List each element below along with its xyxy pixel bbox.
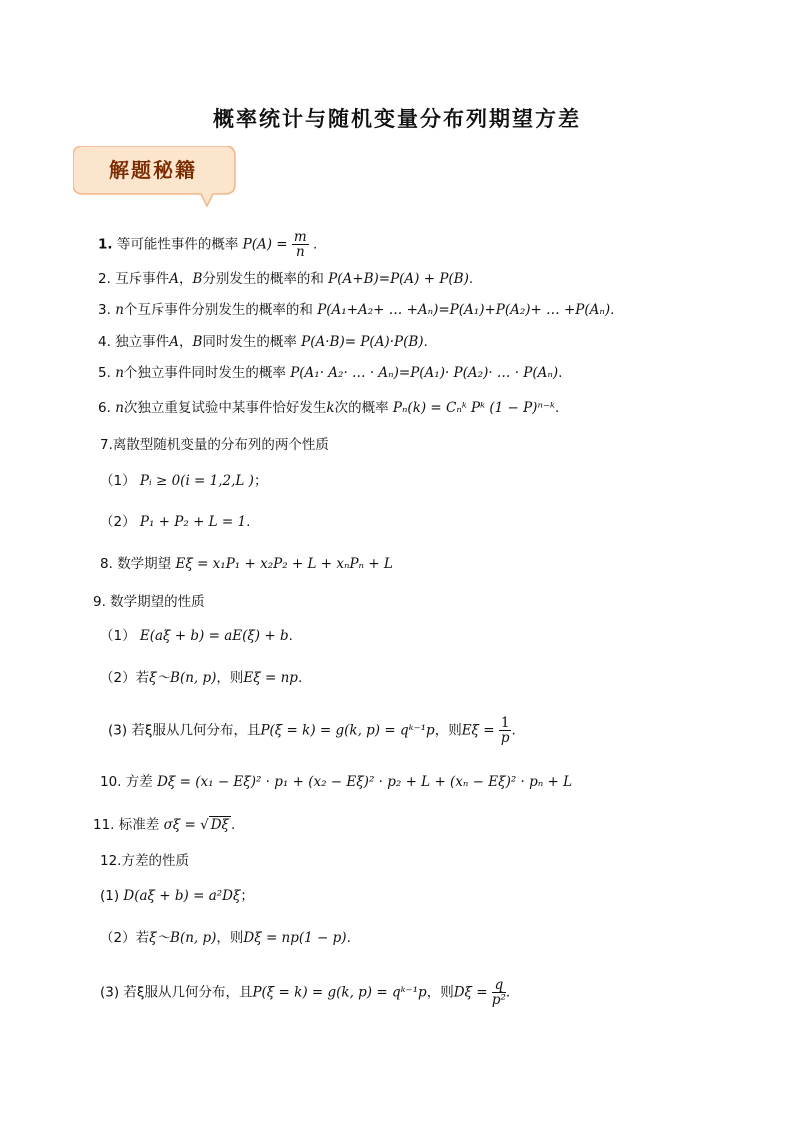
item-12-heading: 12.方差的性质 xyxy=(100,853,189,869)
item-6: 6. n次独立重复试验中某事件恰好发生k次的概率 Pₙ(k) = Cₙᵏ Pᵏ (1 − P)ⁿ⁻ᵏ. xyxy=(98,400,560,416)
item-12-property-3: (3) 若ξ服从几何分布，且P(ξ = k) = g(k, p) = qᵏ⁻¹p，则Dξ = $\frac{q}{\text{p²}}$ . xyxy=(100,977,511,1008)
item-10: 10. 方差 Dξ = (x₁ − Eξ)² · p₁ + (x₂ − Eξ)² · p₂ + L + (xₙ − Eξ)² · pₙ + L xyxy=(100,774,573,790)
item-9-property-3: (3) 若ξ服从几何分布，且P(ξ = k) = g(k, p) = qᵏ⁻¹p，则Eξ = $\frac{1}{p}$ . xyxy=(108,715,516,746)
item-5: 5. n个独立事件同时发生的概率 P(A₁· A₂· … · Aₙ)=P(A₁)· P(A₂)· … · P(Aₙ). xyxy=(98,365,563,381)
item-12-property-1: (1) D(aξ + b) = a²Dξ； xyxy=(100,888,254,904)
item-4: 4. 独立事件A，B同时发生的概率 P(A·B)= P(A)·P(B). xyxy=(98,334,428,350)
probability-fraction: $\frac{m}{n}$ xyxy=(293,229,307,260)
item-1: 1. 等可能性事件的概率 P(A) = $\frac{m}{n}$ . xyxy=(98,229,318,260)
sqrt-radicand: Dξ xyxy=(210,817,229,833)
item-9-property-1: （1） E(aξ + b) = aE(ξ) + b. xyxy=(100,628,293,644)
variance-fraction: $\frac{q}{\text{p²}}$ xyxy=(491,977,506,1008)
page-title: 概率统计与随机变量分布列期望方差 xyxy=(213,107,581,131)
expectation-fraction: $\frac{1}{p}$ xyxy=(500,715,510,746)
section-badge xyxy=(73,146,236,196)
item-7-property-1: （1） Pᵢ ≥ 0(i = 1,2,L )； xyxy=(100,473,268,489)
item-8: 8. 数学期望 Eξ = x₁P₁ + x₂P₂ + L + xₙPₙ + L xyxy=(100,556,393,572)
item-2: 2. 互斥事件A，B分别发生的概率的和 P(A+B)=P(A) + P(B). xyxy=(98,271,474,287)
item-3: 3. n个互斥事件分别发生的概率的和 P(A₁+A₂+ … +Aₙ)=P(A₁)+P(A₂)+ … +P(Aₙ). xyxy=(98,302,615,318)
item-12-property-2: （2）若ξ～B(n, p)，则Dξ = np(1 − p). xyxy=(100,930,351,946)
badge-label: 解题秘籍 xyxy=(109,158,197,182)
item-9-heading: 9. 数学期望的性质 xyxy=(93,594,205,610)
item-9-property-2: （2）若ξ～B(n, p)，则Eξ = np. xyxy=(100,670,303,686)
item-11: 11. 标准差 σξ = √ Dξ . xyxy=(93,817,236,833)
item-7-property-2: （2） P₁ + P₂ + L = 1. xyxy=(100,514,251,530)
item-7-heading: 7.离散型随机变量的分布列的两个性质 xyxy=(100,437,329,453)
